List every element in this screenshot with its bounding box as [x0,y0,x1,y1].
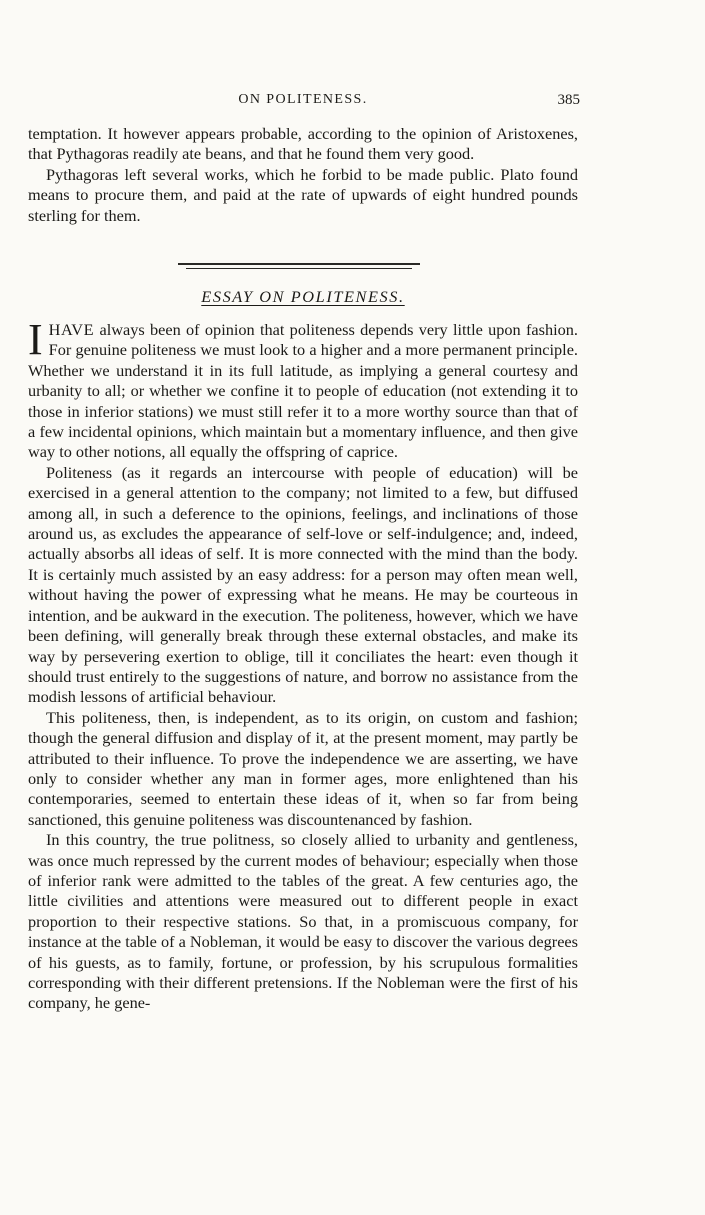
essay-body [28,315,578,1014]
essay-paragraph-3: This politeness, then, is independent, as to its origin, on custom and fashion; though the general diffusion and display of it, at the present moment, may partly be attributed to their influence. To prove the independence we are asserting, we have only to consider whether any man in former ages, more enlightened than his contemporaries, seemed to entertain these ideas of it, when so far from being sanctioned, this genuine politeness was discountenanced by fashion. [28,707,578,829]
section-divider [178,263,420,273]
essay-paragraph-2: Politeness (as it regards an intercourse with people of education) will be exercised in a general attention to the company; not limited to a few, but diffused among all, in such a deference to the opinions, feelings, and inclinations of those around us, as excludes the appearance of self-love or self-indulgence; and, indeed, actually absorbs all ideas of self. It is more connected with the mind than the body. It is certainly much assisted by an easy address: for a person may often mean well, without having the power of expressing what he means. He may be courteous in intention, and be aukward in the execution. The politeness, however, which we have been defining, will generally break through these external obstacles, and make its way by persevering exertion to oblige, till it conciliates the heart: even though it should trust entirely to the suggestions of nature, and borrow no assistance from the modish lessons of artificial behaviour. [28,462,578,707]
essay-title [28,287,578,307]
divider-thick-rule [178,263,420,265]
essay-paragraph-1 [28,315,578,463]
divider-thin-rule [186,268,412,269]
paragraph-pythagoras-beans: temptation. It however appears probable, according to the opinion of Aristoxenes, that Pythagoras readily ate beans, and that he found them very good. [28,124,578,164]
running-head [28,92,578,114]
paragraph-pythagoras-works: Pythagoras left several works, which he forbid to be made public. Plato found means to procure them, and paid at the rate of upwards of eight hundred pounds sterling for them. [28,164,578,225]
essay-title-text: ESSAY ON POLITENESS. [201,287,405,306]
preceding-article-text [28,124,578,226]
drop-cap: I [28,315,43,364]
page-number: 385 [557,92,580,108]
essay-paragraph-1-text: always been of opinion that politeness depends very little upon fashion. For genuine politeness we must look to a higher and a more permanent principle. Whether we understand it in its full latitude, as implying a general courtesy and urbanity to all; or whether we confine it to people of education (not extending it to those in inferior stations) we must still refer it to a more worthy source than that of a few incidental opinions, which maintain but a momentary influence, and then give way to other notions, all equally the offspring of caprice. [28,320,578,462]
opening-caps: HAVE [48,320,95,339]
essay-paragraph-4: In this country, the true politness, so closely allied to urbanity and gentleness, was once much repressed by the current modes of behaviour; especially when those of inferior rank were admitted to the tables of the great. A few centuries ago, the little civilities and attentions were measured out to different people in exact proportion to their respective stations. So that, in a promiscuous company, for instance at the table of a Nobleman, it would be easy to discover the various degrees of his guests, as to family, fortune, or profession, by his scrupulous formalities corresponding with their different pretensions. If the Nobleman were the first of his company, he gene- [28,830,578,1013]
running-title: ON POLITENESS. [238,92,368,107]
